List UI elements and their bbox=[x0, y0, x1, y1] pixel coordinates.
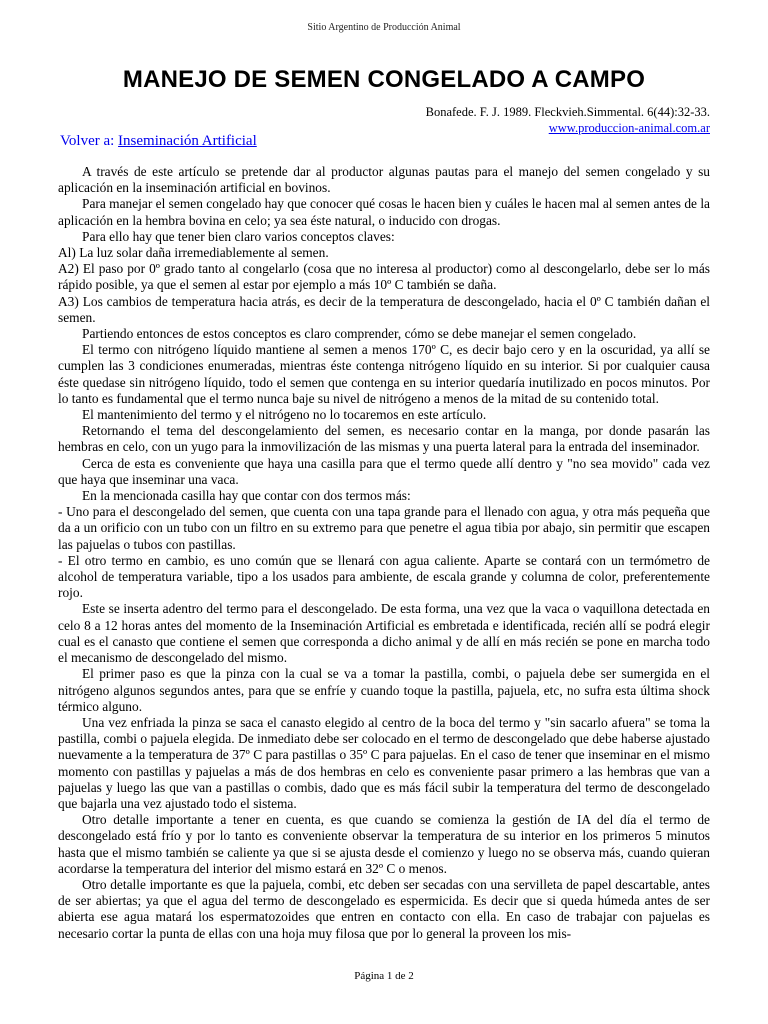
body-paragraph: Otro detalle importante es que la pajuela, combi, etc deben ser secadas con una servilleta de papel descartable, antes de ser abiertas; ya que el agua del termo de descongelado es espermicida. Es decir que si queda húmeda antes de ser abierta ese agua matará los espermatozoides que entren en contacto con ella. En caso de trabajar con pajuelas es necesario cortar la punta de ellas con una hoja muy filosa que por lo general la proveen los mis- bbox=[58, 876, 710, 941]
back-navigation bbox=[60, 133, 257, 150]
body-paragraph: Este se inserta adentro del termo para el descongelado. De esta forma, una vez que la vaca o vaquillona detectada en celo 8 a 12 horas antes del momento de la Inseminación Artificial es embretada e identificada, recién allí se podrá elegir cual es el canasto que contiene el semen que corresponda a dicho animal y de allí en más recién se pone en marcha todo el mecanismo de descongelado del mismo. bbox=[58, 601, 710, 666]
body-paragraph: Retornando el tema del descongelamiento del semen, es necesario contar en la manga, por donde pasarán las hembras en celo, con un yugo para la inmovilización de las mismas y una puerta lateral para la entrada del inseminador. bbox=[58, 423, 710, 455]
body-paragraph: Para manejar el semen congelado hay que conocer qué cosas le hacen bien y cuáles le hacen mal al semen antes de la aplicación en la hembra bovina en celo; ya sea éste natural, o inducido con drogas. bbox=[58, 196, 710, 228]
page-number: Página 1 de 2 bbox=[354, 970, 414, 982]
body-paragraph: A3) Los cambios de temperatura hacia atrás, es decir de la temperatura de descongelado, hacia el 0º C también dañan el semen. bbox=[58, 293, 710, 325]
back-prefix: Volver a: bbox=[60, 133, 119, 149]
site-header: Sitio Argentino de Producción Animal bbox=[307, 22, 461, 33]
citation-reference: Bonafede. F. J. 1989. Fleckvieh.Simmental. 6(44):32-33. bbox=[425, 105, 710, 119]
body-paragraph: Otro detalle importante a tener en cuenta, es que cuando se comienza la gestión de IA del día el termo de descongelado está frío y por lo tanto es conveniente observar la temperatura de su interior en los primeros 5 minutos hasta que el mismo también se caliente ya que si se ajusta desde el comienzo y luego no se observa más, cuando quieran acordarse la temperatura del interior del mismo estará en 32º C o menos. bbox=[58, 812, 710, 876]
article-body bbox=[58, 164, 710, 942]
body-paragraph: Una vez enfriada la pinza se saca el canasto elegido al centro de la boca del termo y "sin sacarlo afuera" se toma la pastilla, combi o pajuela elegida. De inmediato debe ser colocado en el termo de descongelado que debe haberse ajustado nuevamente a la temperatura de 37º C para pastillas o 35º C para pajuelas. En el caso de tener que inseminar en el mismo momento con pastillas y pajuelas a más de dos hembras en celo es conveniente pasar primero a las hembras que van a pajuelas y luego las que van a pastillas o combis, dado que es más fácil subir la temperatura del termo de descongelado que bajarla una vez ajustado todo el sistema. bbox=[58, 714, 710, 811]
back-link-inseminacion[interactable]: Inseminación Artificial bbox=[118, 133, 257, 149]
body-paragraph: Para ello hay que tener bien claro varios conceptos claves: bbox=[82, 228, 395, 244]
body-paragraph: - El otro termo en cambio, es uno común que se llenará con agua caliente. Aparte se contará con un termómetro de alcohol de temperatura variable, tipo a los usados para ambiente, de escala grande y columna de color, preferentemente rojo. bbox=[58, 552, 710, 601]
body-paragraph: A2) El paso por 0º grado tanto al congelarlo (cosa que no interesa al productor) como al descongelarlo, debe ser lo más rápido posible, ya que el semen al estar por ejemplo a más 10º C también se daña. bbox=[58, 261, 710, 293]
body-paragraph: A través de este artículo se pretende dar al productor algunas pautas para el manejo del semen congelado y su aplicación en la inseminación artificial en bovinos. bbox=[58, 164, 710, 196]
body-paragraph: El mantenimiento del termo y el nitrógeno no lo tocaremos en este artículo. bbox=[82, 407, 487, 423]
body-paragraph: El primer paso es que la pinza con la cual se va a tomar la pastilla, combi, o pajuela debe ser sumergida en el nitrógeno algunos segundos antes, para que se enfríe y cuando toque la pastilla, pajuela, etc, no sufra esta última shock térmico alguno. bbox=[58, 666, 710, 714]
body-paragraph: - Uno para el descongelado del semen, que cuenta con una tapa grande para el llenado con agua, y otra más pequeña que da a un orificio con un tubo con un filtro en su extremo para que penetre el agua tibia por abajo, sin permitir que escapen las pajuelas o tubos con pastillas. bbox=[58, 504, 710, 552]
body-paragraph: Al) La luz solar daña irremediablemente al semen. bbox=[58, 245, 329, 261]
body-paragraph: Partiendo entonces de estos conceptos es claro comprender, cómo se debe manejar el semen congelado. bbox=[82, 326, 637, 342]
website-link[interactable]: www.produccion-animal.com.ar bbox=[548, 121, 710, 135]
body-paragraph: Cerca de esta es conveniente que haya una casilla para que el termo quede allí dentro y "no sea movido" cada vez que haya que inseminar una vaca. bbox=[58, 455, 710, 487]
body-paragraph: En la mencionada casilla hay que contar con dos termos más: bbox=[82, 488, 411, 504]
article-title: MANEJO DE SEMEN CONGELADO A CAMPO bbox=[122, 66, 646, 93]
citation-block bbox=[426, 104, 710, 136]
body-paragraph: El termo con nitrógeno líquido mantiene al semen a menos 170º C, es decir bajo cero y en la oscuridad, ya allí se cumplen las 3 condiciones enumeradas, mientras éste contenga nitrógeno líquido en su interior. Si por cualquier causa éste quedase sin nitrógeno líquido, todo el semen que contenga en su interior quedaría inutilizado en pocos minutos. Por lo tanto es fundamental que el termo nunca baje su nivel de nitrógeno a menos de la mitad de su contenido total. bbox=[58, 342, 710, 406]
